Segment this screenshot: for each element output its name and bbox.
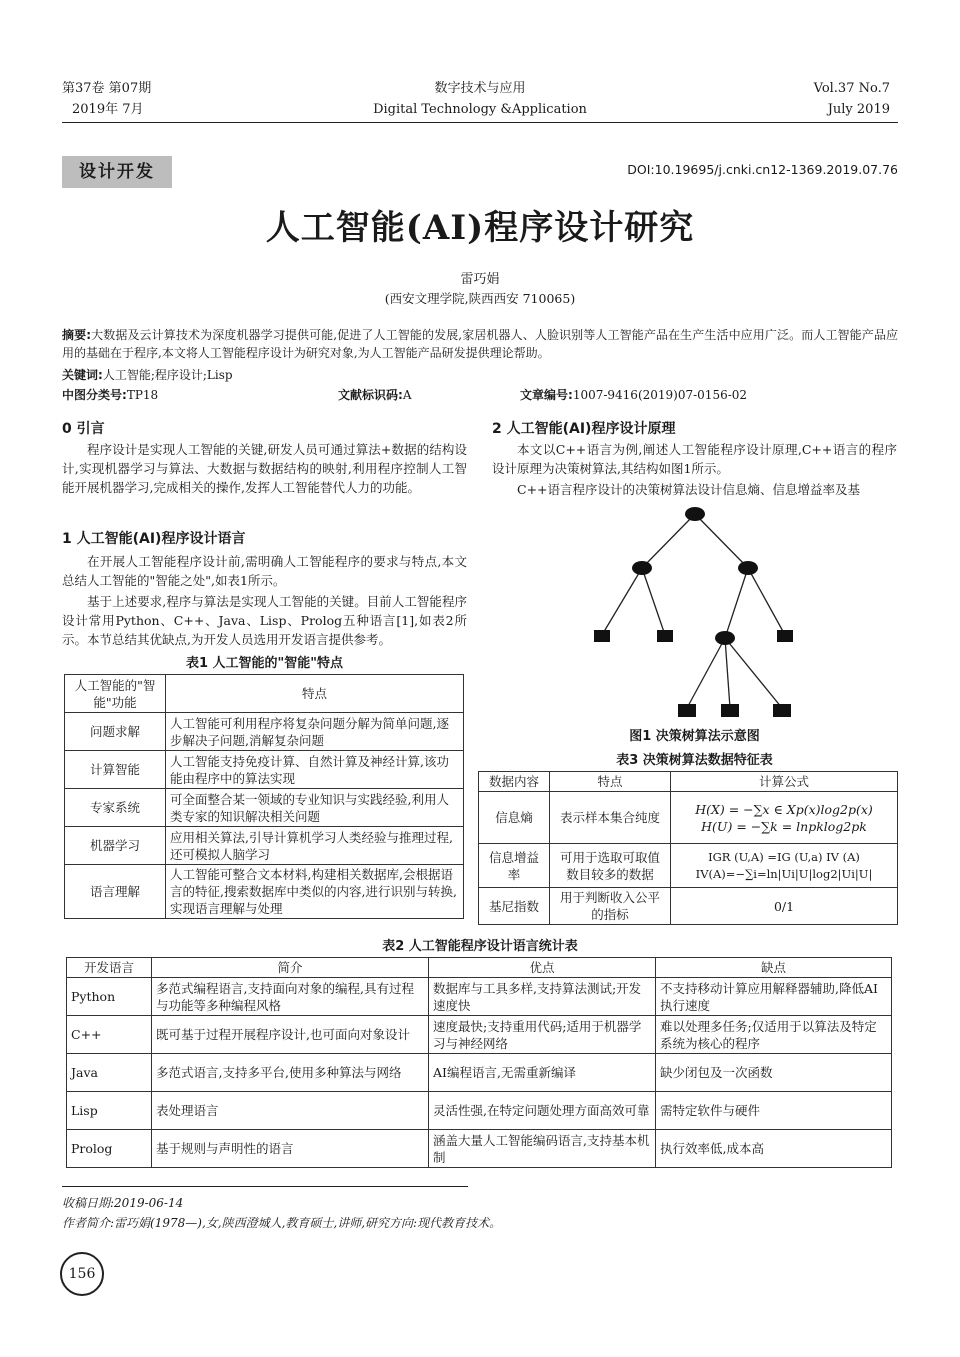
section-1-para-2: 基于上述要求,程序与算法是实现人工智能的关键。目前人工智能程序设计常用Python、C++、Java、Lisp、Prolog五种语言[1],如表2所示。本节总结其优缺点,为开发人员选用开发语言提供参考。 — [62, 594, 467, 647]
table1-cell: 可全面整合某一领域的专业知识与实践经验,利用人类专家的知识解决相关问题 — [166, 789, 464, 827]
article-label: 文章编号: — [520, 388, 573, 402]
table-row — [65, 751, 464, 789]
tree-edge — [748, 568, 785, 635]
header-rule — [62, 122, 898, 123]
article-value: 1007-9416(2019)07-0156-02 — [572, 388, 748, 402]
table2-cell: 缺少闭包及一次函数 — [656, 1054, 892, 1092]
month-year: July 2019 — [827, 102, 890, 117]
table2-cell: C++ — [67, 1016, 152, 1054]
table1-cell: 问题求解 — [65, 713, 166, 751]
table-row — [67, 1092, 892, 1130]
page-number: 156 — [60, 1252, 104, 1296]
author-bio: 作者简介:雷巧娟(1978—),女,陕西澄城人,教育硕士,讲师,研究方向:现代教育技术。 — [62, 1216, 502, 1230]
table-row — [479, 792, 898, 844]
doc-code — [338, 386, 411, 403]
tree-edge — [687, 638, 725, 708]
section-0-heading: 0 引言 — [62, 421, 105, 437]
classification — [62, 386, 158, 403]
table3-cell: 0/1 — [671, 888, 898, 925]
table2-header: 优点 — [429, 958, 656, 978]
table1-header-feature: 特点 — [166, 675, 464, 713]
section-1-para-1: 在开展人工智能程序设计前,需明确人工智能程序的要求与特点,本文总结人工智能的"智能之处",如表1所示。 — [62, 554, 467, 588]
table1-header-function: 人工智能的"智能"功能 — [65, 675, 166, 713]
page-title: 人工智能(AI)程序设计研究 — [265, 208, 695, 248]
tree-edge — [725, 568, 748, 638]
table1-cell: 专家系统 — [65, 789, 166, 827]
table-row — [479, 844, 898, 888]
section-0-para: 程序设计是实现人工智能的关键,研发人员可通过算法+数据的结构设计,实现机器学习与算法、大数据与数据结构的映射,利用程序控制人工智能开展机器学习,完成相关的操作,发挥人工智能替代人力的功能。 — [62, 442, 467, 495]
abstract — [62, 326, 898, 362]
class-label: 中图分类号: — [62, 388, 127, 402]
table2-cell: 涵盖大量人工智能编码语言,支持基本机制 — [429, 1130, 656, 1168]
tree-edge — [602, 568, 642, 635]
table2-cell: 既可基于过程开展程序设计,也可面向对象设计 — [152, 1016, 429, 1054]
doi: DOI:10.19695/j.cnki.cn12-1369.2019.07.76 — [627, 162, 898, 177]
author: 雷巧娟 — [460, 272, 500, 287]
keywords-text: 人工智能;程序设计;Lisp — [102, 368, 233, 382]
tree-leaf-node — [678, 704, 696, 717]
footnote-rule — [62, 1186, 468, 1187]
gain-ratio-formula-2: IV(A)=−∑i=ln|Ui|U|log2|Ui|U| — [695, 866, 873, 881]
table1-cell: 计算智能 — [65, 751, 166, 789]
doc-value: A — [402, 388, 412, 402]
section-1-heading: 1 人工智能(AI)程序设计语言 — [62, 531, 246, 547]
decision-tree-figure — [560, 500, 840, 722]
table2-header: 简介 — [152, 958, 429, 978]
tree-edge — [725, 638, 782, 708]
table2-cell: 速度最快;支持重用代码;适用于机器学习与神经网络 — [429, 1016, 656, 1054]
table3-formula-cell — [671, 792, 898, 844]
entropy-formula-1: H(X) = −∑x ∈ Xp(x)log2p(x) — [695, 801, 873, 817]
volume-issue: 第37卷 第07期 — [62, 81, 152, 96]
table2-cell: 执行效率低,成本高 — [656, 1130, 892, 1168]
tree-leaf-node — [657, 630, 673, 642]
journal-name — [330, 78, 630, 120]
tree-leaf-node — [773, 704, 791, 717]
table1-cell: 应用相关算法,引导计算机学习人类经验与推理过程,还可模拟人脑学习 — [166, 827, 464, 865]
table1 — [64, 674, 464, 919]
section-2-para-2: C++语言程序设计的决策树算法设计信息熵、信息增益率及基 — [517, 482, 861, 497]
journal-volume — [62, 78, 151, 120]
table2-cell: Lisp — [67, 1092, 152, 1130]
table3-cell: 信息增益率 — [479, 844, 550, 888]
table3-header: 特点 — [550, 772, 671, 792]
table1-cell: 语言理解 — [65, 865, 166, 919]
table3-cell: 表示样本集合纯度 — [550, 792, 671, 844]
table2-caption: 表2 人工智能程序设计语言统计表 — [382, 939, 578, 954]
table2-cell: 表处理语言 — [152, 1092, 429, 1130]
table-row — [67, 1130, 892, 1168]
table3-header: 数据内容 — [479, 772, 550, 792]
entropy-formula-2: H(U) = −∑k = lnpklog2pk — [701, 818, 867, 834]
table3-cell: 可用于选取可取值数目较多的数据 — [550, 844, 671, 888]
table-row — [479, 888, 898, 925]
tree-internal-node — [715, 631, 735, 645]
table3-cell: 用于判断收入公平的指标 — [550, 888, 671, 925]
keywords-label: 关键词: — [62, 368, 103, 382]
table-row — [67, 1054, 892, 1092]
table1-caption: 表1 人工智能的"智能"特点 — [185, 656, 344, 671]
table1-cell: 人工智能支持免疫计算、自然计算及神经计算,该功能由程序中的算法实现 — [166, 751, 464, 789]
table1-cell: 人工智能可利用程序将复杂问题分解为简单问题,逐步解决子问题,消解复杂问题 — [166, 713, 464, 751]
table2-cell: 难以处理多任务;仅适用于以算法及特定系统为核心的程序 — [656, 1016, 892, 1054]
table1-cell: 人工智能可整合文本材料,构建相关数据库,会根据语言的特征,搜索数据库中类似的内容,进行识别与转换,实现语言理解与处理 — [166, 865, 464, 919]
journal-vol-en — [814, 78, 890, 120]
table3 — [478, 771, 898, 925]
table-row — [67, 1016, 892, 1054]
keywords — [62, 366, 233, 383]
vol-no: Vol.37 No.7 — [813, 81, 890, 96]
article-number — [520, 386, 747, 403]
table2-cell: AI编程语言,无需重新编译 — [429, 1054, 656, 1092]
issue-date: 2019年 7月 — [72, 102, 144, 117]
table1-cell: 机器学习 — [65, 827, 166, 865]
table-row — [65, 713, 464, 751]
section-tag: 设计开发 — [62, 156, 172, 188]
table2-header: 开发语言 — [67, 958, 152, 978]
table3-header: 计算公式 — [671, 772, 898, 792]
table2-cell: 基于规则与声明性的语言 — [152, 1130, 429, 1168]
table3-cell: 基尼指数 — [479, 888, 550, 925]
gain-ratio-formula-1: IGR (U,A) =IG (U,a) IV (A) — [708, 849, 860, 864]
table-row — [65, 789, 464, 827]
table2-cell: 需特定软件与硬件 — [656, 1092, 892, 1130]
table3-caption: 表3 决策树算法数据特征表 — [616, 753, 773, 768]
table2-cell: 数据库与工具多样,支持算法测试;开发速度快 — [429, 978, 656, 1016]
table-row — [67, 978, 892, 1016]
section-2-heading: 2 人工智能(AI)程序设计原理 — [492, 421, 676, 437]
table3-formula-cell — [671, 844, 898, 888]
tree-edge — [695, 514, 748, 568]
table2-cell: 灵活性强,在特定问题处理方面高效可靠 — [429, 1092, 656, 1130]
table2-header: 缺点 — [656, 958, 892, 978]
table2 — [66, 957, 892, 1168]
table2-cell: Python — [67, 978, 152, 1016]
table2-cell: Java — [67, 1054, 152, 1092]
affiliation: (西安文理学院,陕西西安 710065) — [384, 291, 576, 306]
table2-cell: 多范式编程语言,支持面向对象的编程,具有过程与功能等多种编程风格 — [152, 978, 429, 1016]
table-row — [65, 827, 464, 865]
tree-leaf-node — [594, 630, 610, 642]
tree-leaf-node — [777, 630, 793, 642]
tree-edge — [642, 568, 665, 635]
abstract-label: 摘要: — [62, 328, 92, 342]
table2-cell: 多范式语言,支持多平台,使用多种算法与网络 — [152, 1054, 429, 1092]
doc-label: 文献标识码: — [338, 388, 403, 402]
table2-cell: 不支持移动计算应用解释器辅助,降低AI执行速度 — [656, 978, 892, 1016]
class-value: TP18 — [126, 388, 159, 402]
tree-edge — [642, 514, 695, 568]
tree-root-node — [685, 507, 705, 521]
table-row — [65, 865, 464, 919]
received-date: 收稿日期:2019-06-14 — [62, 1196, 184, 1210]
tree-edge — [725, 638, 730, 708]
section-2-para-1: 本文以C++语言为例,阐述人工智能程序设计原理,C++语言的程序设计原理为决策树算法,其结构如图1所示。 — [492, 442, 897, 476]
tree-internal-node — [632, 561, 652, 575]
journal-name-en: Digital Technology &Application — [373, 102, 587, 117]
tree-internal-node — [738, 561, 758, 575]
table2-cell: Prolog — [67, 1130, 152, 1168]
figure1-caption: 图1 决策树算法示意图 — [629, 729, 760, 744]
journal-name-cn: 数字技术与应用 — [434, 81, 526, 96]
tree-leaf-node — [721, 704, 739, 717]
abstract-text: 大数据及云计算技术为深度机器学习提供可能,促进了人工智能的发展,家居机器人、人脸识别等人工智能产品在生产生活中应用广泛。而人工智能产品应用的基础在于程序,本文将人工智能程序设计为研究对象,为人工智能产品研发提供理论帮助。 — [62, 328, 898, 360]
table3-cell: 信息熵 — [479, 792, 550, 844]
